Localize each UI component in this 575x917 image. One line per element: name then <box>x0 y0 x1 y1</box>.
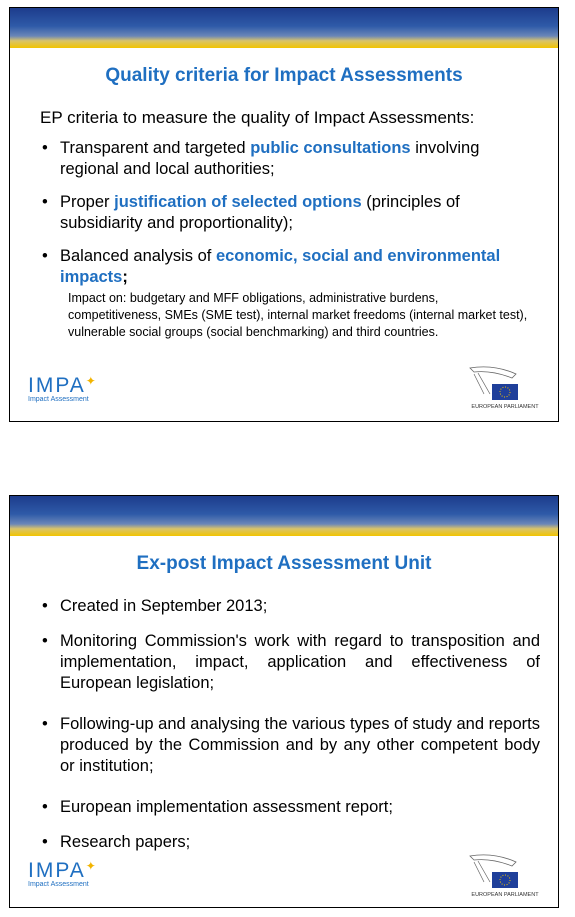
ep-logo-label: EUROPEAN PARLIAMENT <box>471 892 539 898</box>
impa-logo-sub: Impact Assessment <box>28 396 89 403</box>
bullet-highlight: justification of selected options <box>114 193 362 211</box>
intro-text: EP criteria to measure the quality of Impact Assessments: <box>40 108 475 127</box>
slide-title: Quality criteria for Impact Assessments <box>105 65 463 86</box>
bullet-text: Proper <box>60 193 115 211</box>
impa-logo-sub: Impact Assessment <box>28 881 89 888</box>
bullet-text: (principles of subsidiarity and proportionality); <box>60 193 460 232</box>
slide-ex-post-unit <box>9 495 559 908</box>
hemicycle-icon <box>464 364 546 404</box>
impa-logo-word: IMPA <box>28 374 86 397</box>
list-item: • European implementation assessment report; <box>40 797 540 818</box>
ep-logo-label: EUROPEAN PARLIAMENT <box>471 404 539 410</box>
bullet-text: ; <box>122 268 128 286</box>
bullet-highlight: public consultations <box>250 139 411 157</box>
impact-subtext: Impact on: budgetary and MFF obligations, administrative burdens, competitiveness, SMEs (SME test), internal market freedoms (internal market test), vulnerable social groups (social benchmarking) and third countries. <box>68 291 528 339</box>
list-item <box>40 246 540 341</box>
star-icon: ✦ <box>85 859 96 873</box>
bullet-text: Balanced analysis of <box>60 247 216 265</box>
star-icon: ✦ <box>85 374 96 388</box>
list-item: • Created in September 2013; <box>40 596 540 617</box>
slide-title: Ex-post Impact Assessment Unit <box>136 553 432 574</box>
bullet-highlight: economic, social and environmental impacts <box>60 247 501 286</box>
header-band <box>10 8 558 48</box>
header-band <box>10 496 558 536</box>
unit-tasks-list <box>40 596 540 867</box>
hemicycle-icon <box>464 852 546 892</box>
slide-quality-criteria <box>9 7 559 422</box>
criteria-list <box>40 138 540 353</box>
impa-logo-word: IMPA <box>28 859 86 882</box>
european-parliament-logo-icon <box>464 364 546 410</box>
list-item <box>40 192 540 234</box>
impa-logo-icon <box>28 859 96 888</box>
bullet-text: involving regional and local authorities; <box>60 139 480 178</box>
impa-logo-icon <box>28 374 96 403</box>
european-parliament-logo-icon <box>464 852 546 898</box>
list-item: • Research papers; <box>40 832 540 853</box>
list-item: • Following-up and analysing the various types of study and reports produced by the Commission and by any other competent body or institution; <box>40 714 540 777</box>
bullet-text: Transparent and targeted <box>60 139 251 157</box>
list-item: • Monitoring Commission's work with regard to transposition and implementation, impact, application and effectiveness of European legislation; <box>40 631 540 694</box>
list-item <box>40 138 540 180</box>
